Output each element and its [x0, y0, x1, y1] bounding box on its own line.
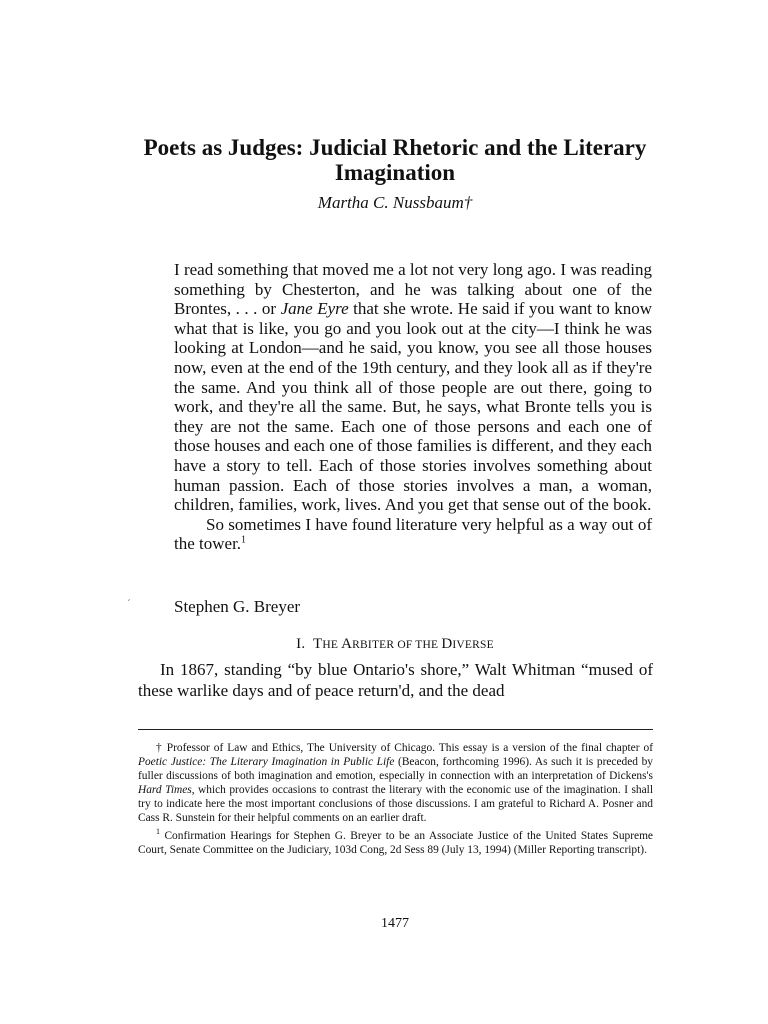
footnote-1	[138, 825, 653, 858]
body-paragraph: In 1867, standing “by blue Ontario's shore,” Walt Whitman “mused of these warlike days and of peace return'd, and the dead	[138, 660, 653, 700]
section-heading-letter: D	[441, 636, 453, 652]
footnote-mark: 1	[156, 827, 160, 837]
footnote-text: , which provides occasions to contrast the literary with the economic use of the imagination. I shall try to indicate here the most important conclusions of those discussions. I am grateful to Richard A. Posner and Cass R. Sunstein for their helpful comments on an earlier draft.	[138, 783, 653, 824]
section-heading-part: IVERSE	[452, 639, 494, 651]
footnote-text: Professor of Law and Ethics, The University of Chicago. This essay is a version of the final chapter of	[162, 742, 653, 754]
footnote-divider	[138, 729, 653, 730]
footnote-ref-1: 1	[241, 534, 247, 546]
footnote-mark: †	[156, 742, 163, 754]
epigraph-paragraph-1	[174, 260, 652, 515]
footnotes	[138, 742, 653, 858]
epigraph-text: So sometimes I have found literature very helpful as a way out of the tower.	[174, 514, 652, 554]
article-author	[110, 193, 680, 213]
author-name: Martha C. Nussbaum	[317, 193, 464, 212]
epigraph-text: I read something that moved me a lot not very long ago. I was reading something by Chesterton, and he was talking about one of the Brontes, . . . or	[174, 260, 652, 319]
footnote-text: Confirmation Hearings for Stephen G. Breyer to be an Associate Justice of the United States Supreme Court, Senate Committee on the Judiciary, 103d Cong, 2d Sess 89 (July 13, 1994) (Miller Reporting transcript).	[138, 830, 653, 857]
scan-artifact: ˊ	[127, 598, 131, 610]
footnote-book-title: Hard Times	[138, 783, 192, 796]
section-heading	[110, 635, 680, 654]
footnote-dagger	[138, 742, 653, 825]
author-footnote-mark: †	[463, 193, 473, 212]
article-title: Poets as Judges: Judicial Rhetoric and the Literary Imagination	[143, 135, 647, 185]
epigraph-book-title: Jane Eyre	[280, 299, 349, 319]
epigraph-paragraph-2	[174, 515, 652, 554]
section-heading-letter: A	[341, 636, 353, 652]
section-heading-part: HE	[322, 639, 342, 651]
epigraph-text: that she wrote. He said if you want to know what that is like, you go and you look out at the city—I think he was looking at London—and he said, you know, you see all those houses now, even at the end of the 19th century, and they look all as if they're the same. And you think all of those people are out there, going to work, and they're all the same. But, he says, what Bronte tells you is they are not the same. Each one of those persons and each one of those houses and each one of those families is different, and they each have a story to tell. Each of those stories involves something about human passion. Each of those stories involves a man, a woman, children, families, work, lives. And you get that sense out of the book.	[174, 299, 652, 515]
section-heading-part: RBITER OF THE	[352, 639, 442, 651]
footnote-text: (Beacon, forthcoming 1996). As such it is preceded by fuller discussions of both imagination and emotion, especially in connection with an interpretation of Dickens's	[138, 755, 653, 782]
epigraph-quote	[174, 260, 652, 554]
page-number: 1477	[381, 916, 409, 931]
section-heading-letter: T	[312, 636, 323, 652]
footnote-book-title: Poetic Justice: The Literary Imagination in Public Life	[138, 755, 395, 768]
epigraph-attribution: Stephen G. Breyer	[174, 597, 301, 616]
section-numeral: I.	[296, 636, 306, 652]
